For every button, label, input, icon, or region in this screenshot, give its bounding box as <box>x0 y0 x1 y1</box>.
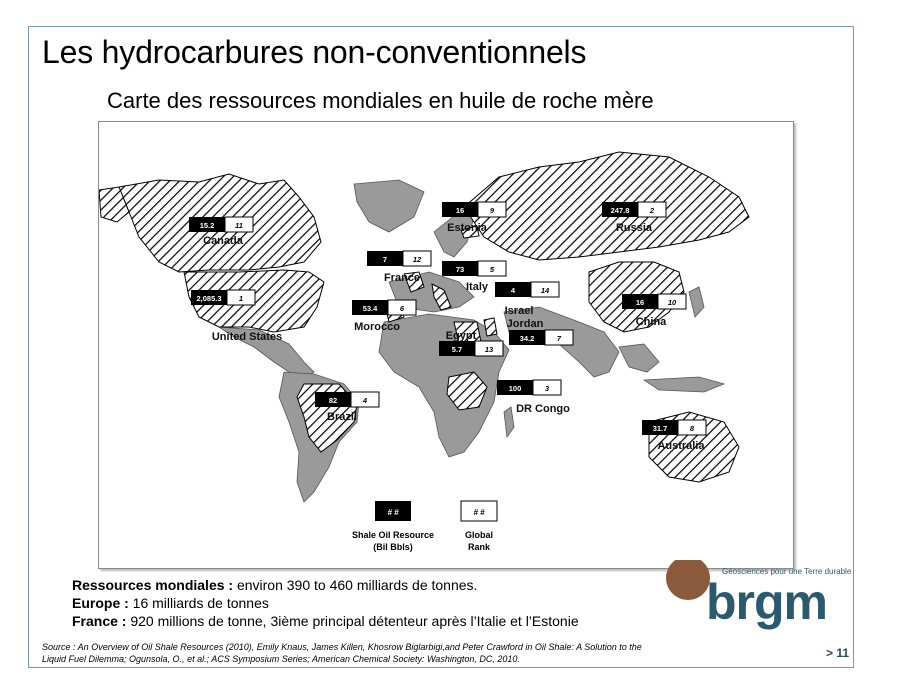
rank-value-canada: 11 <box>235 221 243 230</box>
page-number: > 11 <box>826 646 850 660</box>
resource-value-jordan: 34.2 <box>519 334 535 343</box>
rank-value-russia: 2 <box>649 206 655 215</box>
country-label-dr-congo: DR Congo <box>516 403 570 415</box>
country-label-china: China <box>635 316 667 328</box>
legend-resource-unit: (Bil Bbls) <box>373 542 413 552</box>
resource-value-estonia: 16 <box>455 206 465 215</box>
resource-value-russia: 247.8 <box>610 206 630 215</box>
country-label-brazil: Brazil <box>327 411 357 423</box>
legend-rank-label: Global <box>464 530 494 540</box>
source-line-1: Source : An Overview of Oil Shale Resources (2010), Emily Knaus, James Killen, Khosrow Biglarbigi,and Peter Crawford in Oil Shale: A Solution to the <box>42 642 642 652</box>
resource-value-brazil: 82 <box>328 396 338 405</box>
fact-france <box>72 612 579 630</box>
country-label-estonia: Estonia <box>447 222 487 234</box>
fact-france-text: 920 millions de tonne, 3ième principal détenteur après l’Italie et l’Estonie <box>126 613 579 629</box>
country-label-france: France <box>383 272 421 284</box>
legend-resource-placeholder: # # <box>387 508 399 517</box>
rank-value-estonia: 9 <box>489 206 495 215</box>
fact-france-label: France : <box>72 613 127 629</box>
country-label-canada: Canada <box>203 235 243 247</box>
resource-value-israel: 4 <box>510 286 516 295</box>
resource-value-australia: 31.7 <box>652 424 668 433</box>
logo-wordmark: brgm <box>706 574 827 630</box>
resource-value-italy: 73 <box>455 265 465 274</box>
rank-value-morocco: 6 <box>399 304 405 313</box>
slide-title: Les hydrocarbures non-conventionnels <box>42 34 587 70</box>
rank-value-israel: 14 <box>540 286 550 295</box>
rank-value-italy: 5 <box>489 265 495 274</box>
country-label-united-states: United States <box>211 331 283 343</box>
rank-value-australia: 8 <box>689 424 695 433</box>
rank-value-china: 10 <box>667 298 677 307</box>
country-label-morocco: Morocco <box>354 321 400 333</box>
fact-world-text: environ 390 to 460 milliards de tonnes. <box>233 577 478 593</box>
source-line-2: Liquid Fuel Dilemma; Ogunsola, O., et al.; ACS Symposium Series; American Chemical Society: Washington, DC, 2010. <box>42 654 520 664</box>
country-label-italy: Italy <box>465 281 489 293</box>
resource-value-egypt: 5.7 <box>451 345 463 354</box>
legend-rank-label-2: Rank <box>467 542 491 552</box>
legend-rank-placeholder: # # <box>473 508 485 517</box>
country-label-israel: Israel <box>504 305 534 317</box>
resource-value-united-states: 2,085.3 <box>196 294 222 303</box>
country-label-jordan: Jordan <box>506 318 544 330</box>
resource-value-dr-congo: 100 <box>508 384 522 393</box>
country-label-australia: Australia <box>657 440 705 452</box>
rank-value-brazil: 4 <box>362 396 368 405</box>
resource-value-canada: 15.2 <box>199 221 215 230</box>
facts-block <box>72 576 579 630</box>
fact-world-label: Ressources mondiales : <box>72 577 234 593</box>
country-label-egypt: Egypt <box>445 330 477 342</box>
resource-value-france: 7 <box>382 255 388 264</box>
source-citation <box>42 641 742 665</box>
rank-value-united-states: 1 <box>238 294 244 303</box>
fact-europe-text: 16 milliards de tonnes <box>128 595 269 611</box>
fact-europe <box>72 594 579 612</box>
world-map <box>98 121 794 569</box>
legend-resource-label: Shale Oil Resource <box>351 530 435 540</box>
country-label-russia: Russia <box>615 222 653 234</box>
logo-circle-icon <box>666 560 710 600</box>
rank-value-dr-congo: 3 <box>544 384 550 393</box>
resource-value-morocco: 53.4 <box>362 304 378 313</box>
map-legend <box>352 501 497 552</box>
rank-value-egypt: 13 <box>484 345 494 354</box>
fact-world <box>72 576 579 594</box>
rank-value-france: 12 <box>412 255 422 264</box>
resource-value-china: 16 <box>635 298 645 307</box>
logo-tagline: Géosciences pour une Terre durable <box>722 567 852 576</box>
fact-europe-label: Europe : <box>72 595 129 611</box>
slide-subtitle: Carte des ressources mondiales en huile de roche mère <box>107 88 654 113</box>
rank-value-jordan: 7 <box>556 334 562 343</box>
